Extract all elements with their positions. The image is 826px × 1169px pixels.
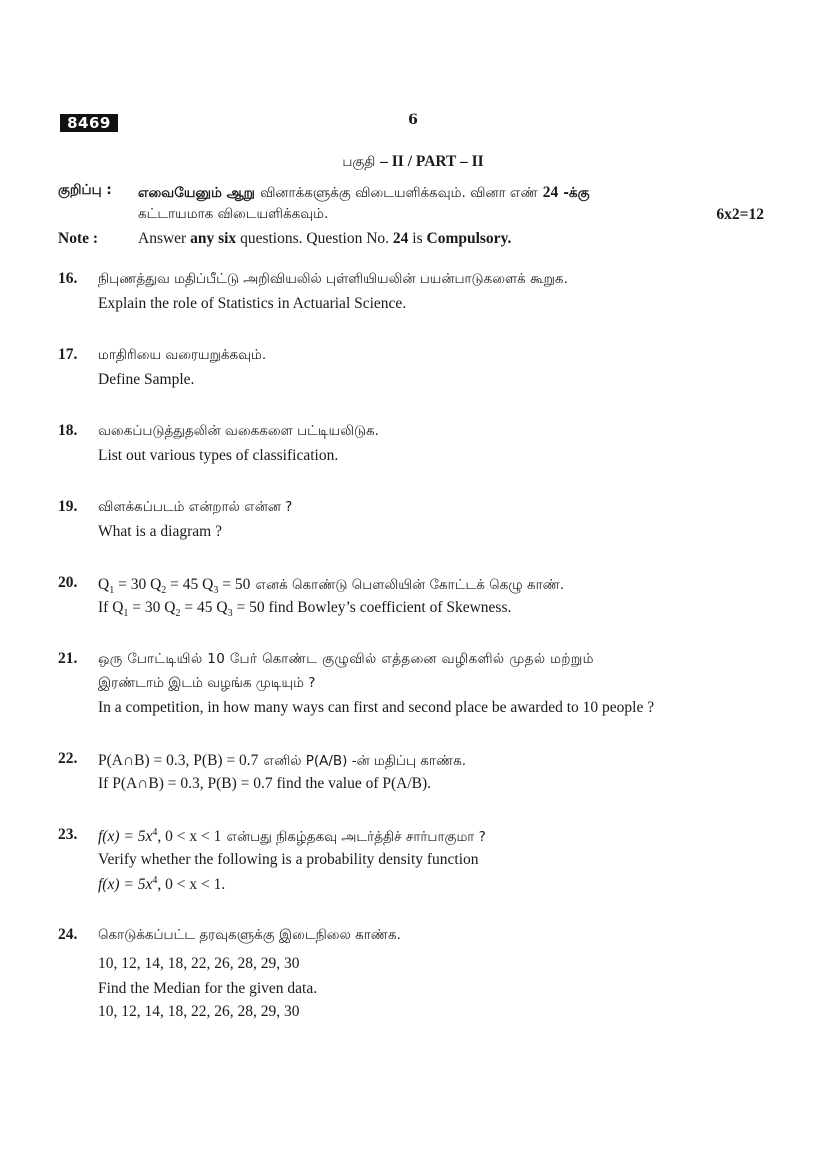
question-number: 23.	[58, 826, 78, 843]
question-number: 22.	[58, 750, 78, 767]
note-b3: Compulsory.	[426, 230, 512, 247]
question-tamil	[98, 826, 768, 847]
quartile-expression: $Q_1 = 30$ $Q_2 = 45$ $Q_3 = 50$	[98, 576, 251, 597]
instructions-line-2: கட்டாயமாக விடையளிக்கவும்.	[138, 206, 329, 222]
page-number: 6	[408, 112, 418, 128]
fx: f(x) = 5x	[98, 828, 153, 845]
note-b1: any six	[190, 230, 237, 247]
q3-value: 50	[249, 599, 265, 616]
question-number: 17.	[58, 346, 78, 363]
range: , 0 < x < 1	[157, 828, 222, 845]
marks-allocation: 6x2=12	[716, 206, 764, 223]
part-title-tamil: பகுதி	[342, 154, 376, 170]
part-title	[0, 152, 826, 172]
q1-value: 30	[130, 576, 147, 593]
instr-rest: வினாக்களுக்கு விடையளிக்கவும். வினா எண்	[260, 185, 538, 201]
question-english: If $Q_1 = 30$ $Q_2 = 45$ $Q_3 = 50$ find Bowley’s coefficient of Skewness.	[98, 599, 512, 620]
instructions-line-1	[138, 182, 808, 203]
instr-tail: -க்கு	[563, 185, 590, 201]
note-p3: is	[412, 230, 423, 247]
question-english	[98, 775, 768, 793]
exponent: 4	[152, 826, 158, 838]
probability-expression: P(A∩B) = 0.3, P(B) = 0.7	[112, 775, 273, 792]
question-english: What is a diagram ?	[98, 523, 222, 540]
exponent: 4	[152, 875, 158, 886]
question-tamil-tail: என்பது நிகழ்தகவு அடர்த்திச் சார்பாகுமா ?	[226, 829, 486, 845]
instr-num: 24	[542, 184, 559, 201]
question-tamil: வகைப்படுத்துதலின் வகைகளை பட்டியலிடுக.	[98, 423, 379, 439]
question-tamil	[98, 574, 768, 596]
probability-expression: P(A∩B) = 0.3, P(B) = 0.7	[98, 752, 259, 769]
en-tail: find the value of P(A/B).	[276, 775, 432, 792]
q3-value: 50	[234, 576, 251, 593]
question-english: Verify whether the following is a probability density function	[98, 851, 479, 868]
data-list: 10, 12, 14, 18, 22, 26, 28, 29, 30	[98, 955, 300, 972]
en-tail: find Bowley’s coefficient of Skewness.	[268, 599, 512, 616]
range: , 0 < x < 1	[157, 876, 222, 894]
question-tamil: கொடுக்கப்பட்ட தரவுகளுக்கு இடைநிலை காண்க.	[98, 927, 401, 943]
question-tamil-tail: எனக் கொண்டு பௌலியின் கோட்டக் கெழு காண்.	[255, 577, 565, 593]
note-p2: questions. Question No.	[240, 230, 390, 247]
question-english: Define Sample.	[98, 371, 195, 388]
question-tamil: ஒரு போட்டியில் 10 பேர் கொண்ட குழுவில் எத்தனை வழிகளில் முதல் மற்றும்	[98, 651, 594, 667]
question-tamil-tail: எனில் P(A/B) -ன் மதிப்பு காண்க.	[263, 753, 467, 769]
question-tamil: நிபுணத்துவ மதிப்பீட்டு அறிவியலில் புள்ளியியலின் பயன்பாடுகளைக் கூறுக.	[98, 271, 568, 287]
data-list: 10, 12, 14, 18, 22, 26, 28, 29, 30	[98, 1003, 300, 1020]
note-p1: Answer	[138, 230, 187, 247]
note-text	[138, 230, 808, 248]
instr-bold: எவையேனும் ஆறு	[138, 185, 255, 201]
question-tamil: விளக்கப்படம் என்றால் என்ன ?	[98, 499, 293, 515]
function-expression	[98, 875, 768, 894]
question-number: 20.	[58, 574, 78, 591]
note-label: Note :	[58, 230, 99, 247]
en-prefix: If	[98, 599, 109, 616]
question-number: 16.	[58, 270, 78, 287]
range-end: .	[221, 876, 226, 894]
question-english: List out various types of classification.	[98, 447, 339, 464]
en-prefix: If	[98, 775, 109, 792]
question-tamil: மாதிரியை வரையறுக்கவும்.	[98, 347, 267, 363]
instructions-label-tamil: குறிப்பு :	[58, 182, 112, 198]
question-number: 18.	[58, 422, 78, 439]
question-number: 24.	[58, 926, 78, 943]
question-number: 19.	[58, 498, 78, 515]
paper-code-badge: 8469	[60, 114, 118, 132]
question-tamil-line-2: இரண்டாம் இடம் வழங்க முடியும் ?	[98, 675, 316, 691]
note-b2: 24	[392, 230, 409, 247]
q2-value: 45	[182, 576, 199, 593]
fx: f(x) = 5x	[98, 876, 153, 894]
question-english: Explain the role of Statistics in Actuarial Science.	[98, 295, 407, 312]
question-tamil	[98, 750, 768, 771]
q2-value: 45	[196, 599, 213, 616]
part-title-english: – II / PART – II	[380, 153, 484, 170]
question-english: Find the Median for the given data.	[98, 980, 318, 997]
q1-value: 30	[144, 599, 161, 616]
question-number: 21.	[58, 650, 78, 667]
question-english: In a competition, in how many ways can first and second place be awarded to 10 people ?	[98, 699, 655, 716]
function-expression	[98, 828, 221, 845]
